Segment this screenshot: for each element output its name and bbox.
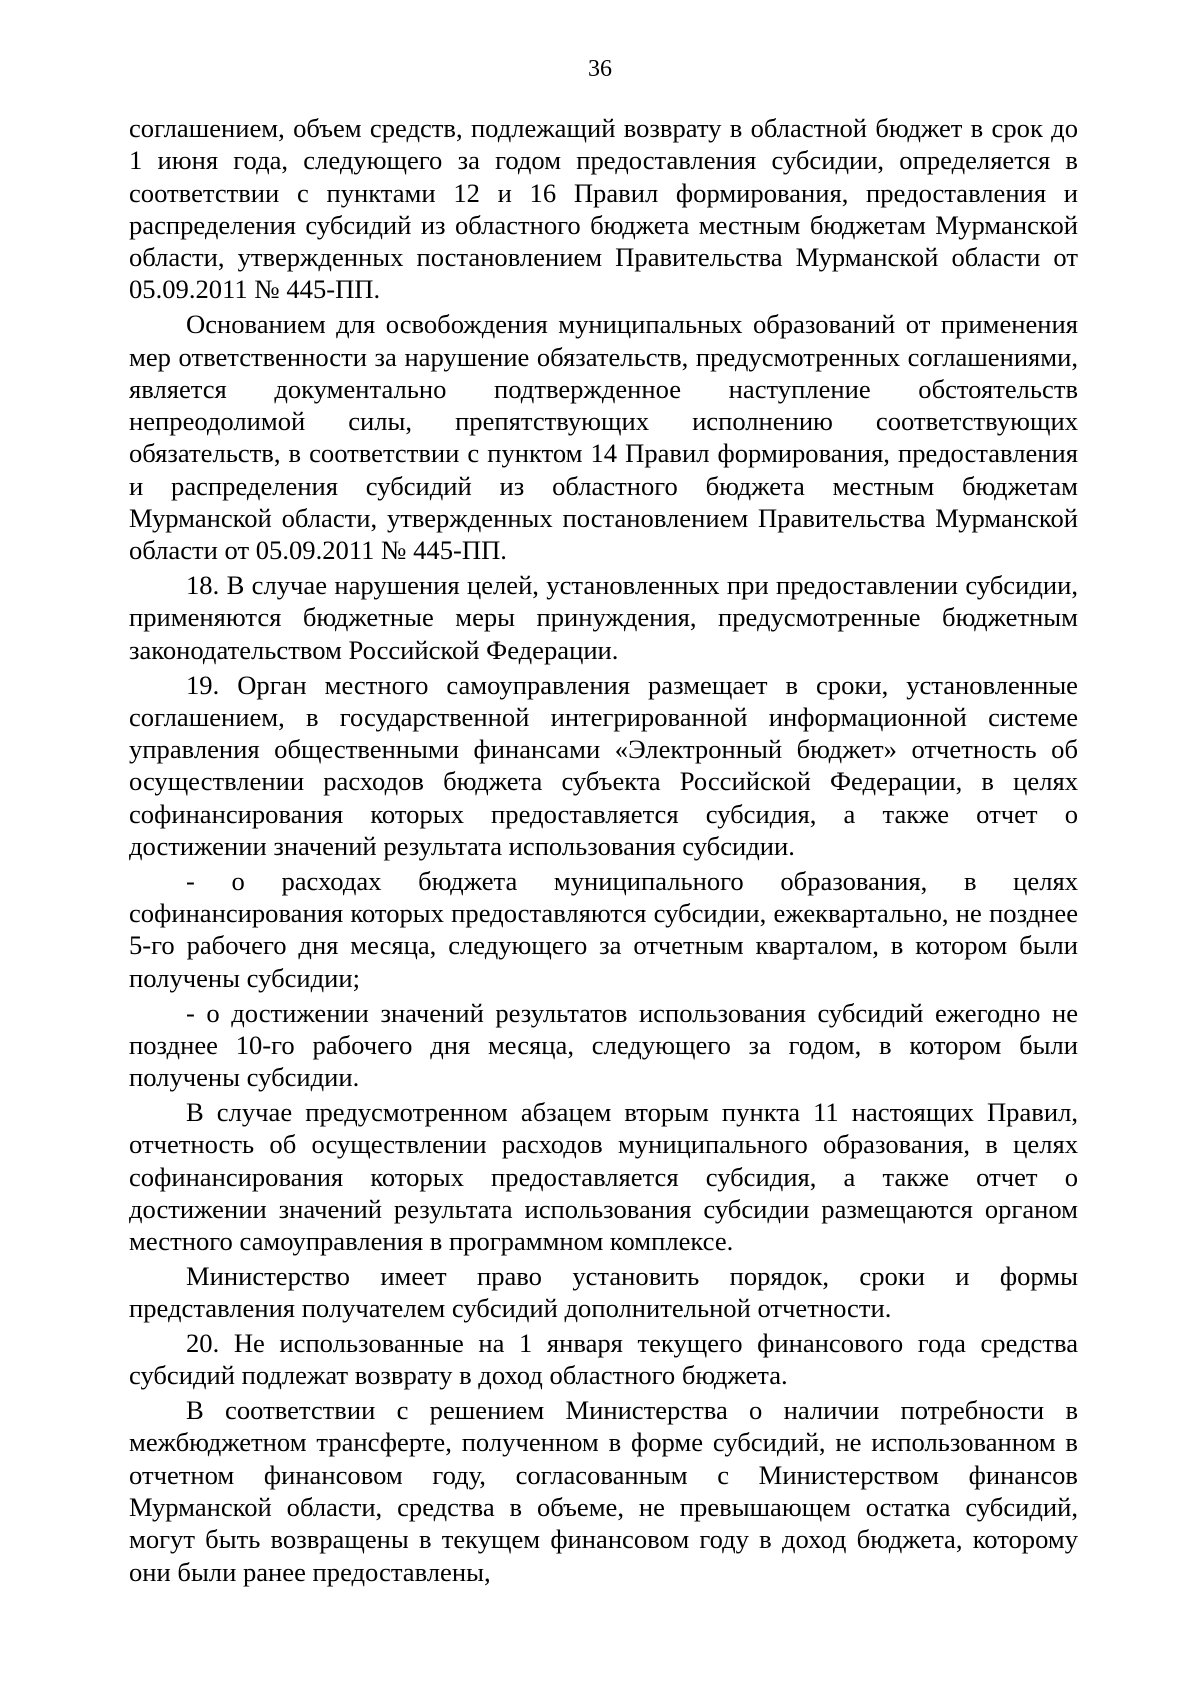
page-number: 36 (588, 56, 612, 82)
paragraph: соглашением, объем средств, подлежащий возврату в областной бюджет в срок до 1 июня года, следующего за годом предоставления субсидии, определяется в соответствии с пунктами 12 и 16 Правил формирования, предоставления и распределения субсидий из областного бюджета местным бюджетам Мурманской области, утвержденных постановлением Правительства Мурманской области от 05.09.2011 № 445-ПП. (129, 113, 1078, 305)
list-item: - о расходах бюджета муниципального образования, в целях софинансирования которых предоставляются субсидии, ежеквартально, не позднее 5-го рабочего дня месяца, следующего за отчетным кварталом, в котором были получены субсидии; (129, 865, 1078, 993)
paragraph: 20. Не использованные на 1 января текущего финансового года средства субсидий подлежат возврату в доход областного бюджета. (129, 1327, 1078, 1391)
paragraph: В соответствии с решением Министерства о наличии потребности в межбюджетном трансферте, полученном в форме субсидий, не использованном в отчетном финансовом году, согласованным с Министерством финансов Мурманской области, средства в объеме, не превышающем остатка субсидий, могут быть возвращены в текущем финансовом году в доход бюджета, которому они были ранее предоставлены, (129, 1395, 1078, 1587)
paragraph: В случае предусмотренном абзацем вторым пункта 11 настоящих Правил, отчетность об осуществлении расходов муниципального образования, в целях софинансирования которых предоставляется субсидия, а также отчет о достижении значений результата использования субсидии размещаются органом местного самоуправления в программном комплексе. (129, 1096, 1078, 1257)
document-body (129, 112, 1078, 1588)
paragraph: 18. В случае нарушения целей, установленных при предоставлении субсидии, применяются бюджетные меры принуждения, предусмотренные бюджетным законодательством Российской Федерации. (129, 570, 1078, 665)
paragraph: 19. Орган местного самоуправления размещает в сроки, установленные соглашением, в государственной интегрированной информационной системе управления общественными финансами «Электронный бюджет» отчетность об осуществлении расходов бюджета субъекта Российской Федерации, в целях софинансирования которых предоставляется субсидия, а также отчет о достижении значений результата использования субсидии. (129, 669, 1078, 862)
paragraph: Министерство имеет право установить порядок, сроки и формы представления получателем субсидий дополнительной отчетности. (129, 1260, 1078, 1324)
paragraph: Основанием для освобождения муниципальных образований от применения мер ответственности за нарушение обязательств, предусмотренных соглашениями, является документально подтвержденное наступление обстоятельств непреодолимой силы, препятствующих исполнению соответствующих обязательств, в соответствии с пунктом 14 Правил формирования, предоставления и распределения субсидий из областного бюджета местным бюджетам Мурманской области, утвержденных постановлением Правительства Мурманской области от 05.09.2011 № 445-ПП. (129, 309, 1078, 566)
list-item: - о достижении значений результатов использования субсидий ежегодно не позднее 10-го рабочего дня месяца, следующего за годом, в котором были получены субсидии. (129, 997, 1078, 1093)
